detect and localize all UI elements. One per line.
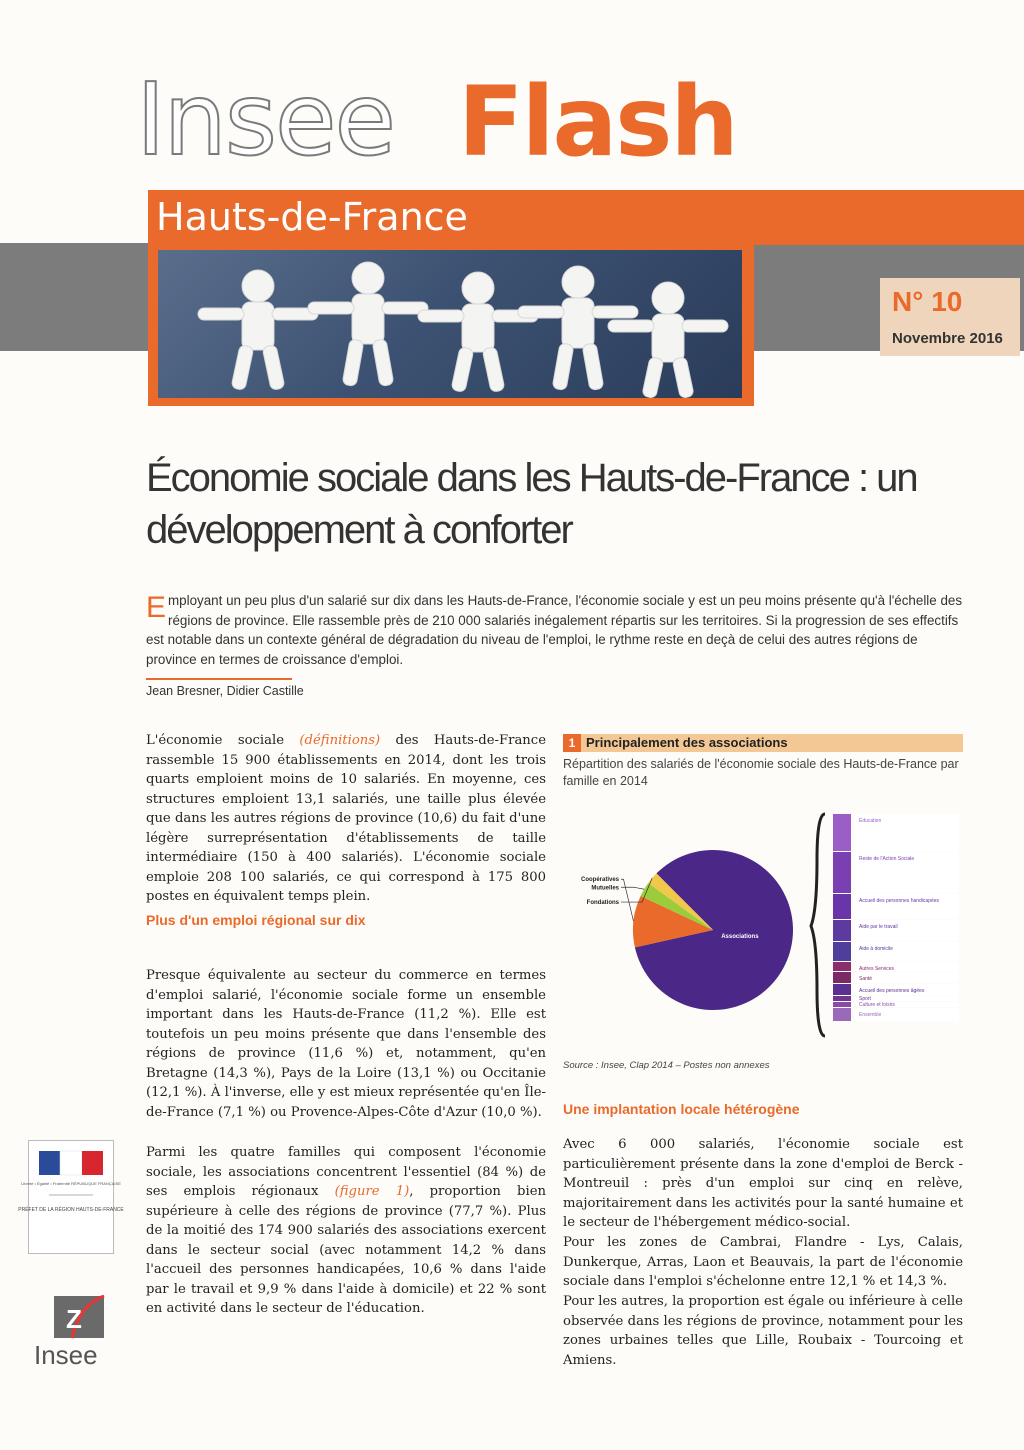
brand-insee: Insee [136, 61, 395, 178]
breakdown-stack [833, 814, 959, 1021]
issue-date: Novembre 2016 [892, 330, 1003, 347]
stack-segment [833, 920, 851, 941]
pie-label-mutuelles: Mutuelles [591, 885, 619, 892]
col1-paragraph-2: Presque équivalente au secteur du commerce en termes d'emploi salarié, l'économie sociale forme un ensemble important dans les Hauts-de-France (11,2 %). Elle est toutefois un peu moins présente que dans l'ensemble des régions de province (11,6 %) et, notamment, qu'en Bretagne (14,3 %), Pays de la Loire (13,1 %) ou Occitanie (12,1 %). À l'inverse, elle y est mieux représentée qu'en Île-de-France (7,1 %) ou Provence-Alpes-Côte d'Azur (10,0 %). [146, 968, 546, 1120]
figure-source: Source : Insee, Clap 2014 – Postes non annexes [563, 1060, 770, 1071]
col1-p3-text-a: Parmi les quatre familles qui composent l'économie sociale, les associations concentrent l'essentiel (84 %) de ses emplois régionaux [146, 1145, 546, 1199]
stack-segment [833, 962, 851, 971]
pie-chart [563, 800, 963, 1050]
stack-label: Aide par le travail [859, 924, 898, 930]
stack-label: Reste de l'Action Sociale [859, 856, 915, 862]
stack-segment [833, 972, 851, 983]
col1-p1-text-a: L'économie sociale [146, 733, 300, 748]
stack-segment [833, 942, 851, 961]
stack-label: Accueil des personnes handicapées [859, 898, 940, 904]
paper-people-illustration [158, 250, 742, 398]
section-heading-2: Une implantation locale hétérogène [563, 1101, 800, 1117]
lead-rule [146, 678, 292, 680]
breakdown-brace [811, 814, 825, 1036]
stack-label: Éducation [859, 818, 882, 824]
col2-paragraph-2: Pour les zones de Cambrai, Flandre - Lys, Calais, Dunkerque, Arras, Laon et Beauvais, la part de l'économie sociale dans l'emploi s'échelonne entre 12,1 % et 14,3 %. [563, 1235, 963, 1289]
cover-photo [158, 250, 742, 398]
stack-segment [833, 1002, 851, 1007]
stack-segment [833, 894, 851, 919]
stack-label: Santé [859, 976, 873, 982]
pie-label-associations: Associations [721, 933, 759, 940]
stack-label: Autres Services [859, 966, 895, 972]
stack-label: Ensemble [859, 1012, 882, 1018]
stack-segment [833, 1008, 851, 1021]
col1-paragraph-3 [146, 1143, 546, 1319]
insee-logo: Insee [34, 1340, 98, 1370]
issue-number: N° 10 [892, 286, 963, 317]
section-heading-1: Plus d'un emploi régional sur dix [146, 912, 366, 928]
stack-label: Culture et loisirs [859, 1002, 895, 1008]
pie-label-fondations: Fondations [586, 900, 619, 907]
stack-segment [833, 984, 851, 995]
stack-segment [833, 996, 851, 1001]
authors: Jean Bresner, Didier Castille [146, 684, 304, 698]
insee-logo-icon [50, 1292, 108, 1342]
col1-paragraph-1 [146, 731, 546, 907]
prefecture-name: PRÉFET DE LA RÉGION HAUTS-DE-FRANCE [18, 1207, 124, 1213]
republic-motto: Liberté • Égalité • Fraternité RÉPUBLIQUE FRANÇAISE [21, 1181, 121, 1186]
stack-label: Accueil des personnes âgées [859, 988, 925, 994]
figure-1-link[interactable]: (figure 1) [334, 1184, 410, 1199]
pie-label-coop-ratives: Coopératives [580, 877, 619, 884]
col1-p3-text-b: , proportion bien supérieure à celle des régions de province (77,7 %). Plus de la moitié des 174 900 salariés des associations exercent dans le secteur social (avec notamment 14,2 % dans l'accueil des personnes handicapées, 10,6 % dans l'aide par le travail et 9,9 % dans l'aide à domicile) et 22 % sont en activité dans le secteur de l'éducation. [146, 1184, 546, 1316]
stack-segment [833, 852, 851, 893]
col1-p1-text-b: des Hauts-de-France rassemble 15 900 établissements en 2014, dont les trois quarts emploient moins de 10 salariés. En moyenne, ces structures emploient 13,1 salariés, une taille plus élevée que dans les autres régions de province (10,6) du fait d'une légère surreprésentation d'établissements de taille intermédiaire (150 à 400 salariés). L'économie sociale emploie 208 100 salariés, ce qui correspond à 175 800 postes en équivalent temps plein. [146, 733, 546, 904]
stack-segment [833, 814, 851, 851]
page-title: Économie sociale dans les Hauts-de-France : un développement à conforter [146, 456, 917, 552]
definitions-link[interactable]: (définitions) [299, 733, 381, 748]
pie-leader-coop-ratives [621, 879, 633, 921]
pie-slices [633, 850, 793, 1010]
stack-label: Sport [859, 996, 871, 1002]
prefecture-logo [18, 1140, 124, 1254]
col2-paragraph-3: Pour les autres, la proportion est égale ou inférieure à celle observée dans les régions de province, notamment pour les zones urbaines telles que Lille, Roubaix - Tourcoing et Amiens. [563, 1294, 963, 1368]
lead-text: mployant un peu plus d'un salarié sur dix dans les Hauts-de-France, l'économie sociale y est un peu moins présente qu'à l'échelle des régions de province. Elle rassemble près de 210 000 salariés inégalement répartis sur les territoires. Si la progression de ses effectifs est notable dans un contexte général de dégradation du niveau de l'emploi, le rythme reste en deçà de celui des autres régions de province en termes de croissance d'emploi. [146, 593, 963, 667]
stack-label: Aide à domicile [859, 946, 893, 952]
figure-subtitle: Répartition des salariés de l'économie sociale des Hauts-de-France par famille en 2014 [563, 757, 959, 788]
brand-flash: Flash [458, 66, 737, 178]
marianne-icon [18, 1141, 124, 1253]
region-name: Hauts-de-France [156, 195, 468, 239]
dropcap: E [146, 591, 167, 624]
pie-leader-mutuelles [621, 887, 644, 889]
svg-text:Z: Z [66, 1304, 82, 1334]
figure-number: 1 [563, 734, 581, 752]
lead-paragraph [146, 591, 966, 669]
figure-title: Principalement des associations [586, 735, 788, 750]
col2-paragraph-1: Avec 6 000 salariés, l'économie sociale est particulièrement présente dans la zone d'emploi de Berck - Montreuil : près d'un emploi sur cinq en relève, majoritairement dans les activités pour la santé humaine et le secteur de l'hébergement médico-social. [563, 1137, 963, 1230]
